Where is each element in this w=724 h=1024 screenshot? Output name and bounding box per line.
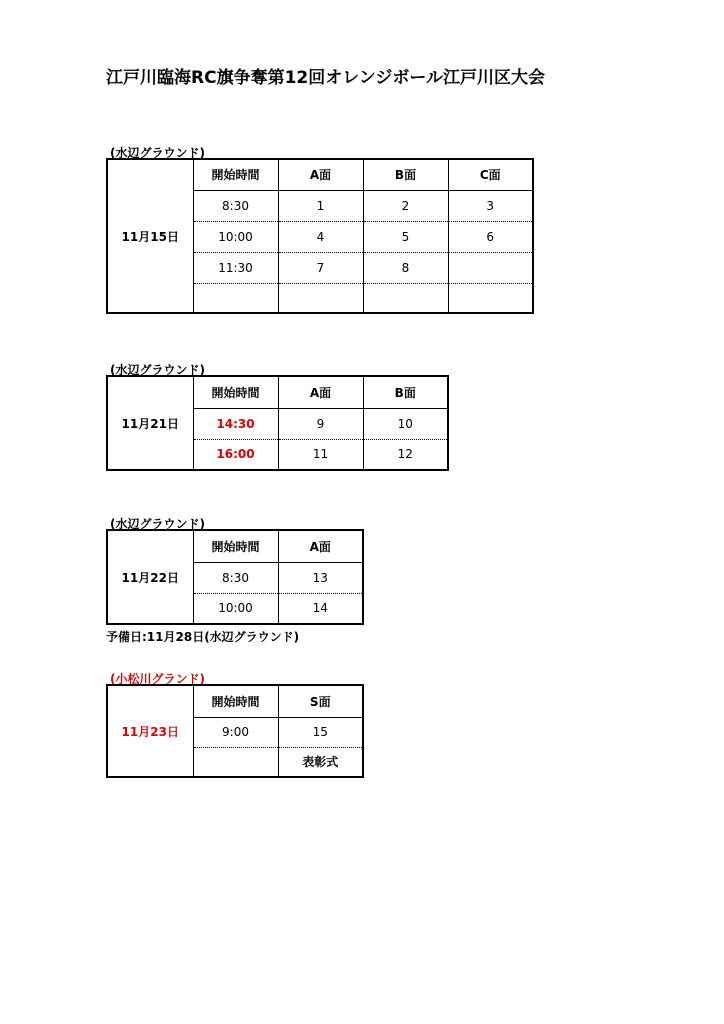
start-time-highlighted: 16:00 [193,439,278,470]
match-number: 11 [278,439,363,470]
header-court-a: A面 [278,530,363,562]
match-number: 5 [363,221,448,252]
reserve-day-note: 予備日:11月28日(水辺グラウンド) [106,630,300,644]
header-start-time: 開始時間 [193,530,278,562]
header-start-time: 開始時間 [193,376,278,408]
date-cell-highlighted: 11月23日 [107,685,193,777]
match-number: 8 [363,252,448,283]
match-number [363,283,448,313]
date-cell: 11月21日 [107,376,193,470]
match-number: 4 [278,221,363,252]
match-number: 7 [278,252,363,283]
match-number [448,283,533,313]
match-number: 3 [448,190,533,221]
match-number: 10 [363,408,448,439]
start-time-highlighted: 14:30 [193,408,278,439]
header-start-time: 開始時間 [193,685,278,717]
date-cell: 11月22日 [107,530,193,624]
start-time: 8:30 [193,190,278,221]
start-time: 10:00 [193,221,278,252]
award-ceremony: 表彰式 [278,747,363,777]
match-number [278,283,363,313]
page-title: 江戸川臨海RC旗争奪第12回オレンジボール江戸川区大会 [106,68,546,88]
match-number: 9 [278,408,363,439]
header-court-a: A面 [278,159,363,190]
header-start-time: 開始時間 [193,159,278,190]
match-number [448,252,533,283]
schedule-table-4 [106,684,364,778]
start-time: 10:00 [193,593,278,624]
header-court-a: A面 [278,376,363,408]
start-time: 8:30 [193,562,278,593]
start-time: 9:00 [193,717,278,747]
schedule-table-1 [106,158,534,314]
header-court-b: B面 [363,159,448,190]
header-court-b: B面 [363,376,448,408]
match-number: 2 [363,190,448,221]
match-number: 15 [278,717,363,747]
header-court-s: S面 [278,685,363,717]
header-court-c: C面 [448,159,533,190]
match-number: 12 [363,439,448,470]
match-number: 1 [278,190,363,221]
schedule-table-3 [106,529,364,625]
start-time: 11:30 [193,252,278,283]
location-label-2: (水辺グラウンド) [110,363,205,377]
location-label-4: (小松川グランド) [110,672,205,686]
location-label-1: (水辺グラウンド) [110,146,205,160]
match-number: 6 [448,221,533,252]
date-cell: 11月15日 [107,159,193,313]
schedule-table-2 [106,375,449,471]
location-label-3: (水辺グラウンド) [110,517,205,531]
match-number: 14 [278,593,363,624]
match-number: 13 [278,562,363,593]
start-time [193,283,278,313]
start-time [193,747,278,777]
